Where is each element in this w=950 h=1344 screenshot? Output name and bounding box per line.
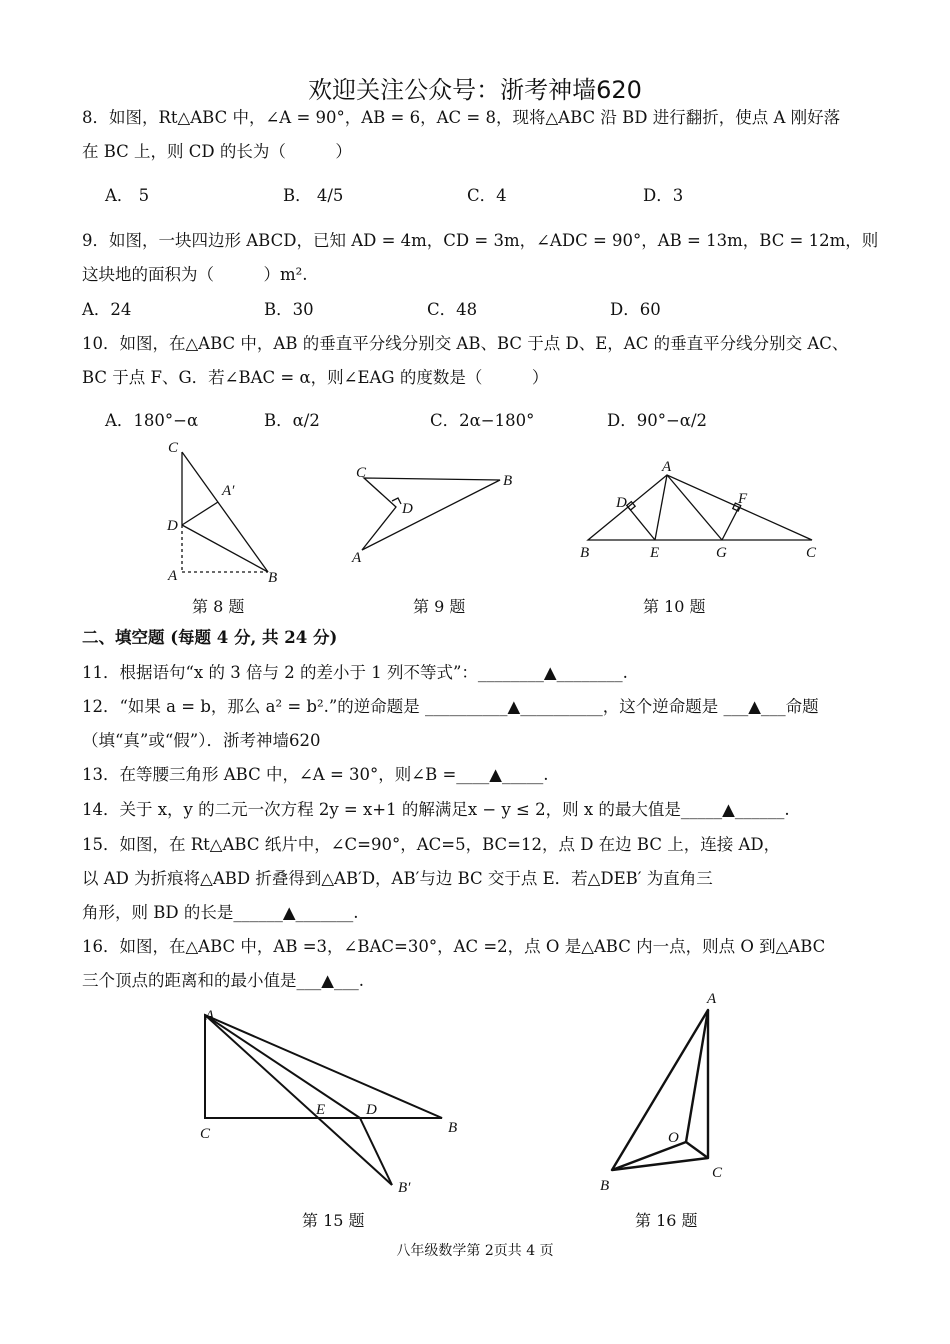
fig10-label-c: C <box>806 545 817 561</box>
figure-q15 <box>205 1015 442 1185</box>
q10-text-line2: BC 于点 F、G．若∠BAC = α，则∠EAG 的度数是（ ） <box>82 368 549 387</box>
q14-text: 14．关于 x，y 的二元一次方程 2y = x+1 的解满足x − y ≤ 2，则 x 的最大值是_____▲______. <box>82 800 790 819</box>
q16-text-line1: 16．如图，在△ABC 中，AB =3，∠BAC=30°，AC =2，点 O 是△ABC 内一点，则点 O 到△ABC <box>82 937 826 956</box>
fig16-label-a: A <box>707 991 717 1007</box>
fig8-label-d: D <box>167 518 178 534</box>
fig10-label-d: D <box>616 495 627 511</box>
q10-option-a: A．180°−α <box>105 411 199 430</box>
q15-text-line2: 以 AD 为折痕将△ABD 折叠得到△AB′D，AB′与边 BC 交于点 E．若△DEB′ 为直角三 <box>82 869 713 888</box>
q8-option-a: A． 5 <box>105 186 150 205</box>
q9-text-line2: 这块地的面积为（ ）m². <box>82 265 308 284</box>
fig8-label-b: B <box>268 570 278 586</box>
page-footer: 八年级数学第 2页共 4 页 <box>396 1243 554 1259</box>
q10-option-c: C．2α−180° <box>430 411 535 430</box>
fig15-label-e: E <box>316 1102 326 1118</box>
q8-text-line2: 在 BC 上，则 CD 的长为（ ） <box>82 142 352 161</box>
q9-option-d: D．60 <box>610 300 661 319</box>
fig10-label-a: A <box>662 459 672 475</box>
q15-text-line1: 15．如图，在 Rt△ABC 纸片中，∠C=90°，AC=5，BC=12，点 D 在边 BC 上，连接 AD， <box>82 835 781 854</box>
q9-option-c: C．48 <box>427 300 478 319</box>
q12-text-line2: （填“真”或“假”）．浙考神墙620 <box>82 731 321 750</box>
q9-option-a: A．24 <box>82 300 132 319</box>
fig16-label-c: C <box>712 1165 723 1181</box>
q8-option-b: B． 4/5 <box>283 186 344 205</box>
fig8-caption: 第 8 题 <box>192 597 245 616</box>
fig16-label-o: O <box>668 1130 679 1146</box>
figure-q9 <box>362 478 500 550</box>
fig10-label-b: B <box>580 545 590 561</box>
fig15-label-a: A <box>205 1008 215 1024</box>
q13-text: 13．在等腰三角形 ABC 中，∠A = 30°，则∠B =____▲_____. <box>82 765 549 784</box>
q10-text-line1: 10．如图，在△ABC 中，AB 的垂直平分线分别交 AB、BC 于点 D、E，AC 的垂直平分线分别交 AC、 <box>82 334 849 353</box>
fig9-caption: 第 9 题 <box>413 597 466 616</box>
fig10-label-e: E <box>650 545 660 561</box>
fig8-label-a-prime: A′ <box>222 483 235 499</box>
fig8-label-a: A <box>168 568 178 584</box>
fig8-label-c: C <box>168 440 179 456</box>
fig9-label-b: B <box>503 473 513 489</box>
fig10-caption: 第 10 题 <box>643 597 706 616</box>
q10-option-b: B．α/2 <box>264 411 320 430</box>
fig9-label-d: D <box>402 501 413 517</box>
fig15-caption: 第 15 题 <box>302 1211 365 1230</box>
fig10-label-f: F <box>738 491 748 507</box>
fig9-label-c: C <box>356 465 367 481</box>
q8-option-c: C．4 <box>467 186 507 205</box>
fig10-label-g: G <box>716 545 727 561</box>
figure-q16 <box>612 1010 708 1170</box>
q9-option-b: B．30 <box>264 300 314 319</box>
fig9-label-a: A <box>352 550 362 566</box>
q16-text-line2: 三个顶点的距离和的最小值是___▲___. <box>82 971 364 990</box>
fig15-label-c: C <box>200 1126 211 1142</box>
fig16-label-b: B <box>600 1178 610 1194</box>
q12-text-line1: 12．“如果 a = b，那么 a² = b².”的逆命题是 __________▲__________，这个逆命题是 ___▲___命题 <box>82 697 819 716</box>
fig15-label-b-prime: B′ <box>398 1180 411 1196</box>
q15-text-line3: 角形，则 BD 的长是______▲_______. <box>82 903 359 922</box>
q8-text-line1: 8．如图，Rt△ABC 中，∠A = 90°，AB = 6，AC = 8，现将△ABC 沿 BD 进行翻折，使点 A 刚好落 <box>82 108 841 127</box>
q9-text-line1: 9．如图，一块四边形 ABCD，已知 AD = 4m，CD = 3m，∠ADC = 90°，AB = 13m，BC = 12m，则 <box>82 231 879 250</box>
section-2-heading: 二、填空题 (每题 4 分, 共 24 分) <box>82 628 338 647</box>
fig15-label-d: D <box>366 1102 377 1118</box>
q10-option-d: D．90°−α/2 <box>607 411 707 430</box>
q8-option-d: D．3 <box>643 186 684 205</box>
fig16-caption: 第 16 题 <box>635 1211 698 1230</box>
page-header-title: 欢迎关注公众号：浙考神墙620 <box>308 76 642 104</box>
q11-text: 11．根据语句“x 的 3 倍与 2 的差小于 1 列不等式”：________▲________. <box>82 663 628 682</box>
figure-q8 <box>182 452 268 572</box>
fig15-label-b: B <box>448 1120 458 1136</box>
